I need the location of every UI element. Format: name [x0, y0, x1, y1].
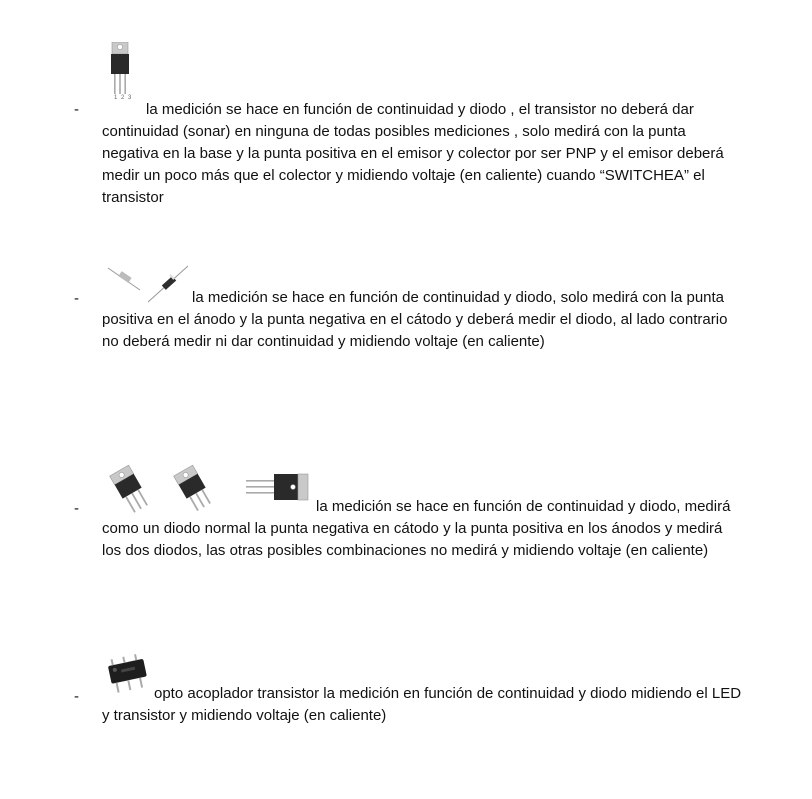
- pin-labels: 1 2 3: [114, 95, 133, 101]
- paragraph-optocoupler: opto acoplador transistor la medición en función de continuidad y diodo midiendo el LED y transistor y midiendo voltaje (en caliente): [102, 685, 742, 724]
- bullet-dash: -: [74, 688, 79, 705]
- bullet-dash: -: [74, 500, 79, 517]
- paragraph-transistor: la medición se hace en función de continuidad y diodo , el transistor no deberá dar continuidad (sonar) en ninguna de todas posibles mediciones , solo medirá con la punta negativa en la base y la punta positiva en el emisor y colector por ser PNP y el emisor deberá medir un poco más que el colector y midiendo voltaje (en caliente) cuando “SWITCHEA” el transistor: [102, 101, 724, 206]
- paragraph-dual-diode: la medición se hace en función de continuidad y diodo, medirá como un diodo normal la punta negativa en cátodo y la punta positiva en los ánodos y medirá los dos diodos, las otras posibles combinaciones no medirá y midiendo voltaje (en caliente): [102, 498, 731, 559]
- paragraph-diode: la medición se hace en función de continuidad y diodo, solo medirá con la punta positiva en el ánodo y la punta negativa en el cátodo y deberá medir el diodo, al lado contrario no deberá medir ni dar continuidad y midiendo voltaje (en caliente): [102, 289, 728, 350]
- bullet-dash: -: [74, 101, 79, 118]
- bullet-dash: -: [74, 290, 79, 307]
